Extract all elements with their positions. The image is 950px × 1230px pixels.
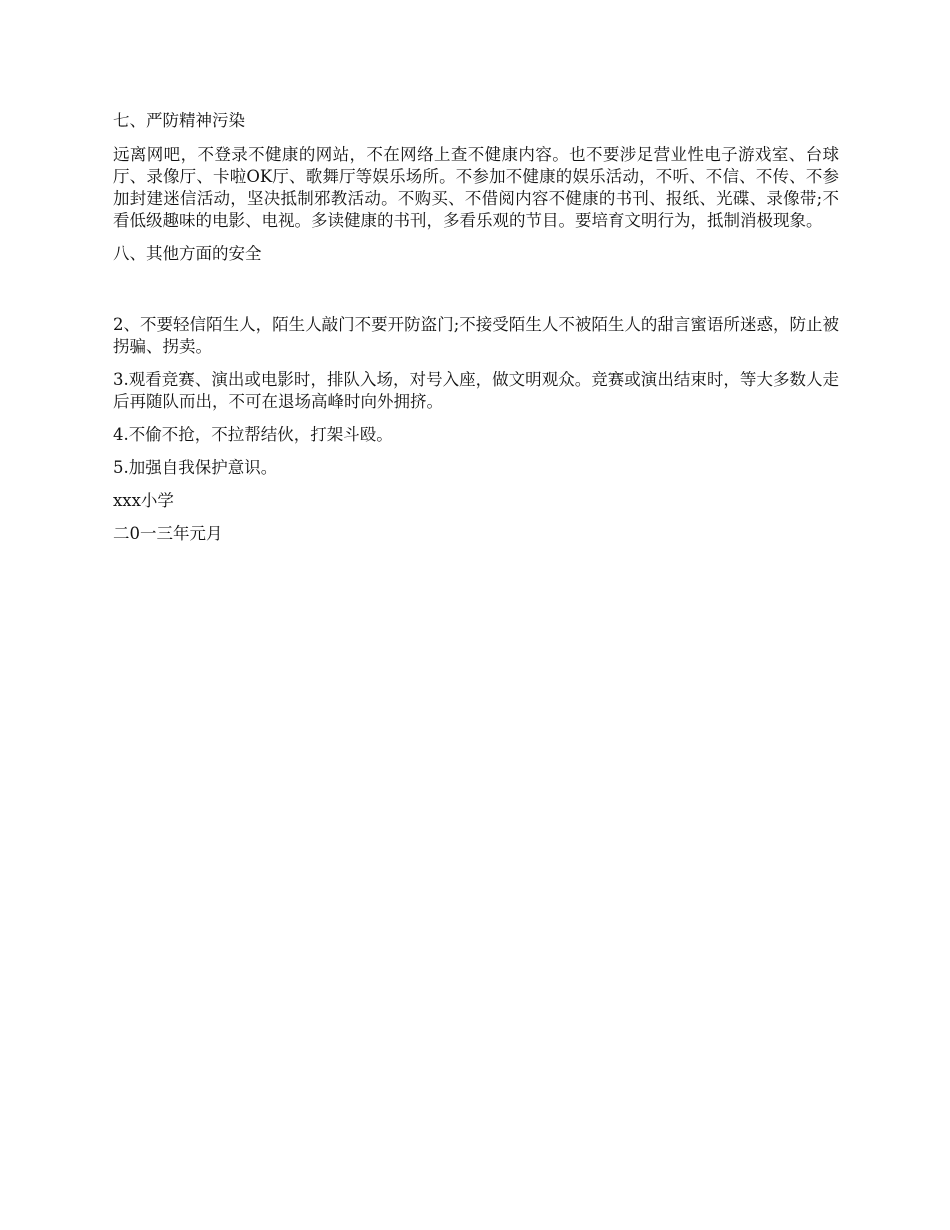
list-item-3: 3.观看竞赛、演出或电影时，排队入场，对号入座，做文明观众。竞赛或演出结束时，等大多数人走后再随队而出，不可在退场高峰时向外拥挤。	[113, 370, 839, 411]
section-heading-8: 八、其他方面的安全	[113, 244, 262, 263]
section-body-7: 远离网吧，不登录不健康的网站，不在网络上查不健康内容。也不要涉足营业性电子游戏室、台球厅、录像厅、卡啦OK厅、歌舞厅等娱乐场所。不参加不健康的娱乐活动，不听、不信、不传、不参加封建迷信活动，坚决抵制邪教活动。不购买、不借阅内容不健康的书刊、报纸、光碟、录像带;不看低级趣味的电影、电视。多读健康的书刊，多看乐观的节目。要培育文明行为，抵制消极现象。	[113, 145, 839, 230]
document-date: 二0一三年元月	[113, 524, 223, 543]
list-item-4: 4.不偷不抢，不拉帮结伙，打架斗殴。	[113, 425, 393, 444]
blank-gap	[113, 277, 839, 314]
signature: xxx小学	[113, 491, 174, 510]
list-item-2: 2、不要轻信陌生人，陌生人敲门不要开防盗门;不接受陌生人不被陌生人的甜言蜜语所迷惑，防止被拐骗、拐卖。	[113, 315, 839, 356]
list-item-5: 5.加强自我保护意识。	[113, 458, 278, 477]
section-heading-7: 七、严防精神污染	[113, 111, 245, 130]
document-page	[113, 110, 839, 556]
